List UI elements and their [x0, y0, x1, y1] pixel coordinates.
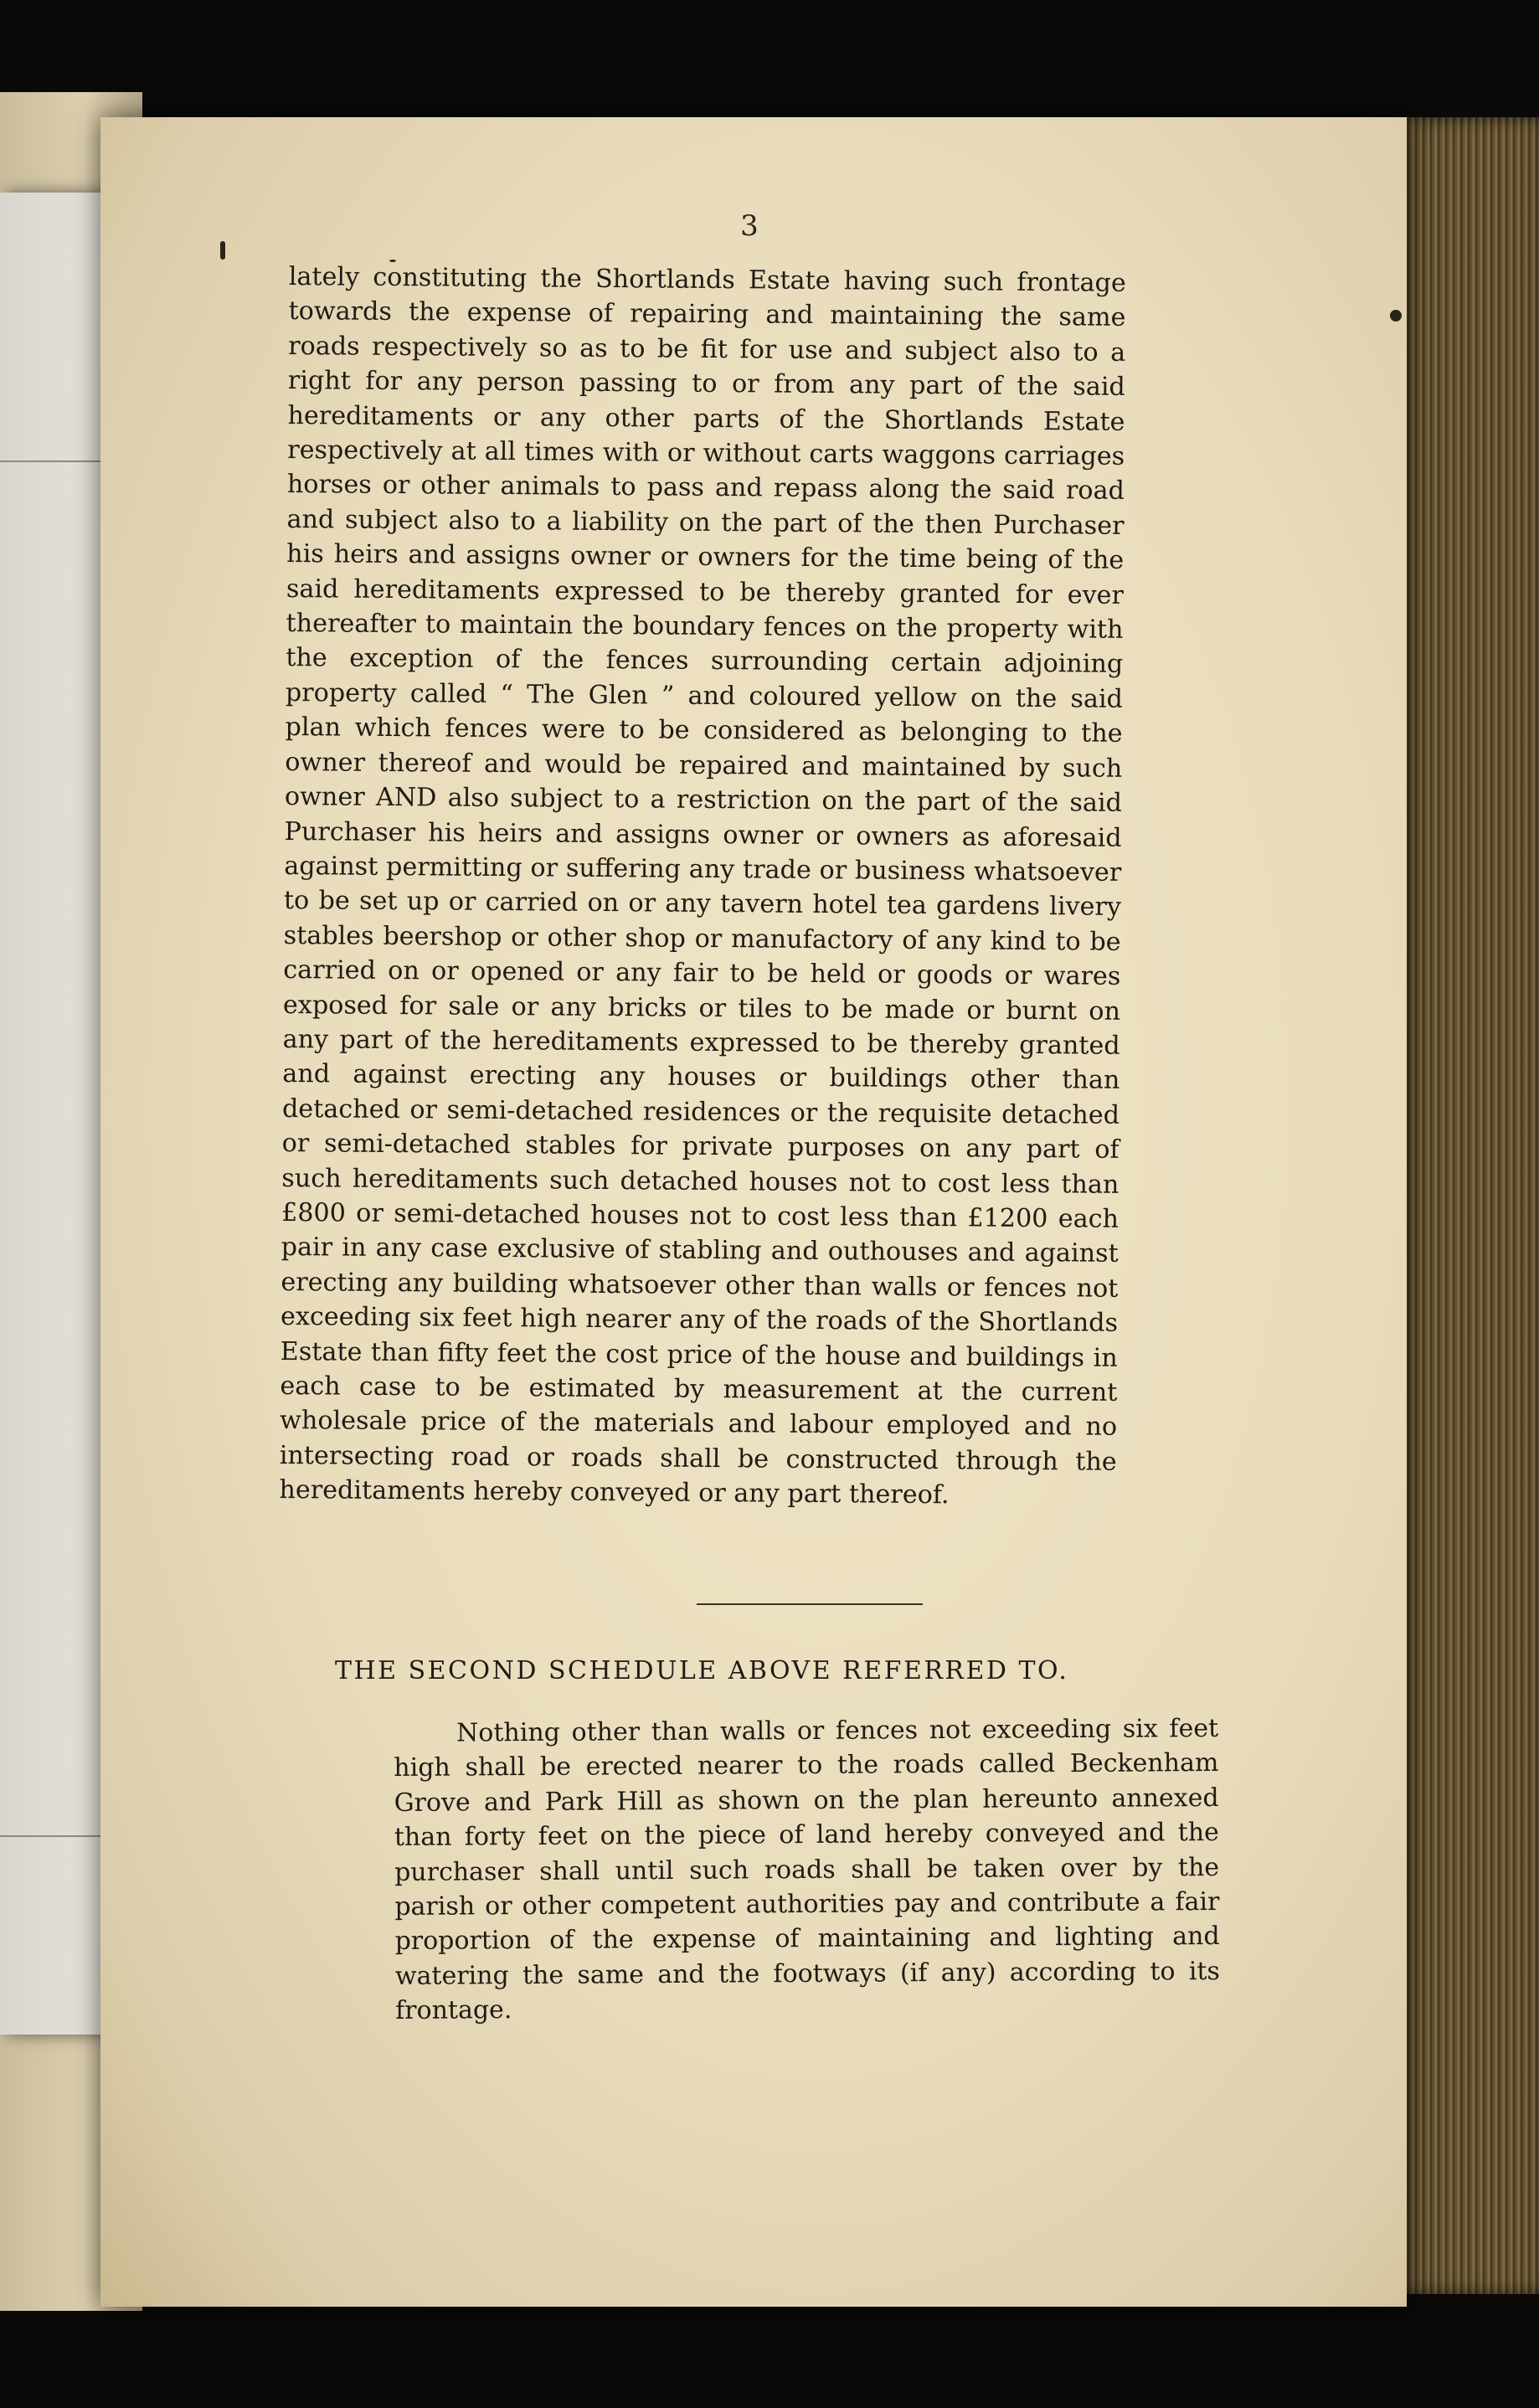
body-paragraph-text: lately constituting the Shortlands Estate having such frontage towards the expense of repairing and maintaining the same roads respectively so as to be fit for use and subject also to a right for any person passing to or from any part of the said hereditaments or any other parts of the Shortlands Estate respectively at all times with or without carts waggons carriages horses or other animals to pass and repass along the said road and subject also to a liability on the part of the then Purchaser his heirs and assigns owner or owners for the time being of the said hereditaments expressed to be thereby granted for ever thereafter to maintain the boundary fences on the property with the exception of the fences surrounding certain adjoining property called “ The Glen ” and coloured yellow on the said plan which fences were to be considered as belonging to the owner thereof and would be repaired and maintained by such owner AND also subject to a restriction on the part of the said Purchaser his heirs and assigns owner or owners as aforesaid against permitting or suffering any trade or business whatsoever to be set up or carried on or any tavern hotel tea gardens livery stables beershop or other shop or manufactory of any kind to be carried on or opened or any fair to be held or goods or wares exposed for sale or any bricks or tiles to be made or burnt on any part of the hereditaments expressed to be thereby granted and against erecting any houses or buildings other than detached or semi-detached residences or the requisite detached or semi-detached stables for private purposes on any part of such hereditaments such detached houses not to cost less than £800 or semi-detached houses not to cost less than £1200 each pair in any case exclusive of stabling and outhouses and against erecting any building whatsoever other than walls or fences not exceeding six feet high nearer any of the roads of the Shortlands Estate than fifty feet the cost price of the house and buildings in each case to be estimated by measurement at the current wholesale price of the materials and labour employed and no intersecting road or roads shall be constructed through the hereditaments hereby conveyed or any part thereof. — [279, 261, 1126, 1510]
body-paragraph — [279, 260, 1126, 1514]
section-divider — [697, 1603, 923, 1605]
page-number: 3 — [740, 209, 759, 243]
book-page-edges — [1388, 117, 1539, 2294]
schedule-paragraph-text: Nothing other than walls or fences not exceeding six feet high shall be erected nearer to the roads called Beckenham Grove and Park Hill as shown on the plan hereunto annexed than forty feet on the piece of land hereby conveyed and the purchaser shall until such roads shall be taken over by the parish or other competent authorities pay and contribute a fair proportion of the expense of maintaining and lighting and watering the same and the footways (if any) according to its frontage. — [394, 1713, 1220, 2026]
ink-speck — [220, 241, 225, 260]
ink-speck — [1390, 310, 1402, 322]
schedule-paragraph — [394, 1711, 1220, 2029]
schedule-heading: THE SECOND SCHEDULE ABOVE REFERRED TO. — [335, 1656, 1069, 1685]
